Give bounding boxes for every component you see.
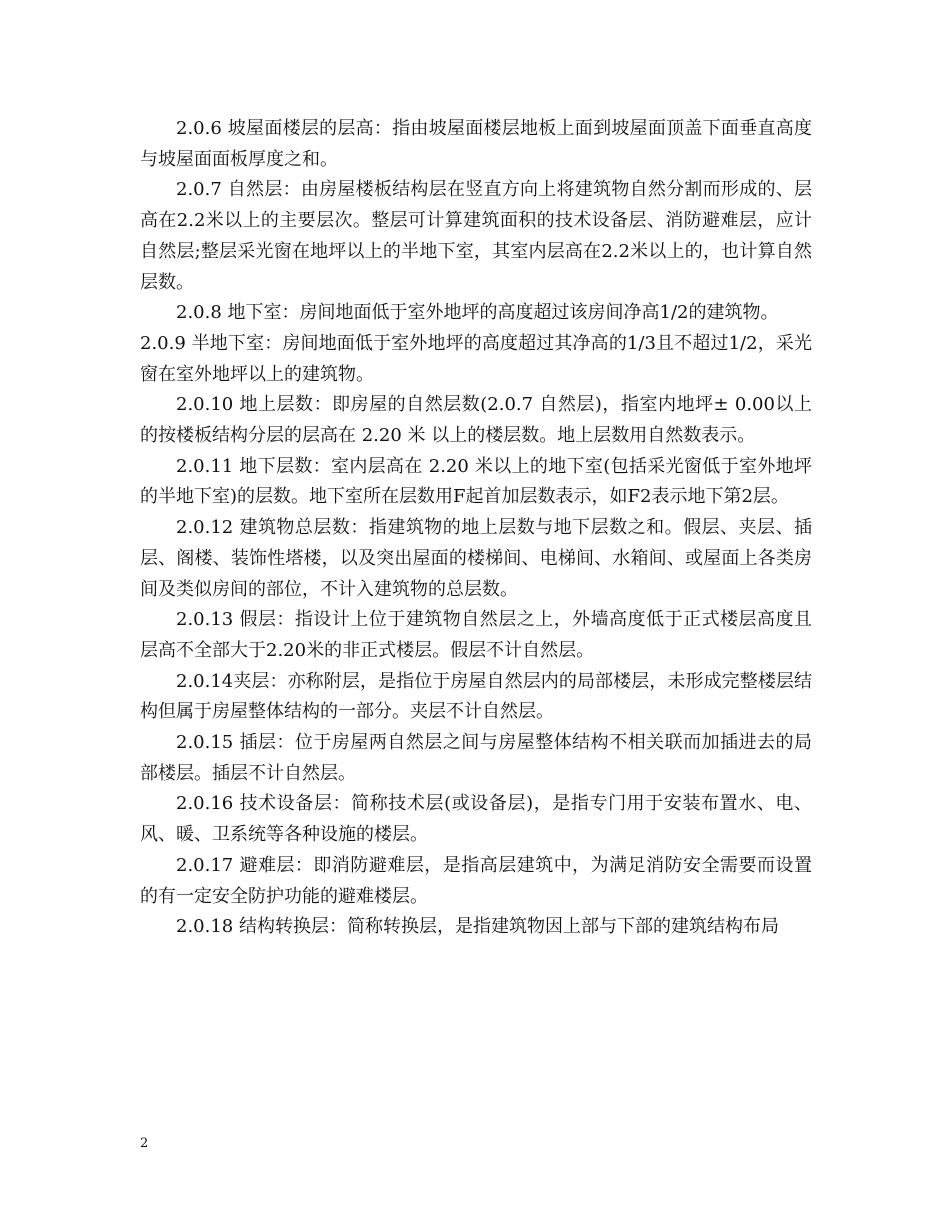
paragraph-2-0-9: 2.0.9 半地下室：房间地面低于室外地坪的高度超过其净高的1/3且不超过1/2，采光窗在室外地坪以上的建筑物。 xyxy=(140,332,812,385)
paragraph-2-0-11: 2.0.11 地下层数：室内层高在 2.20 米以上的地下室(包括采光窗低于室外地坪的半地下室)的层数。地下室所在层数用F起首加层数表示，如F2表示地下第2层。 xyxy=(140,455,812,508)
page-number: 2 xyxy=(140,1136,149,1151)
paragraph-2-0-10: 2.0.10 地上层数：即房屋的自然层数(2.0.7 自然层)，指室内地坪± 0.00以上的按楼板结构分层的层高在 2.20 米 以上的楼层数。地上层数用自然数表示。 xyxy=(140,394,812,447)
body-text xyxy=(140,114,812,943)
paragraph-2-0-16: 2.0.16 技术设备层：简称技术层(或设备层)，是指专门用于安装布置水、电、风、暖、卫系统等各种设施的楼层。 xyxy=(140,793,812,846)
paragraph-2-0-17: 2.0.17 避难层：即消防避难层，是指高层建筑中，为满足消防安全需要而设置的有一定安全防护功能的避难楼层。 xyxy=(140,854,812,907)
paragraph-2-0-14: 2.0.14夹层：亦称附层，是指位于房屋自然层内的局部楼层，未形成完整楼层结构但属于房屋整体结构的一部分。夹层不计自然层。 xyxy=(140,670,812,723)
paragraph-2-0-15: 2.0.15 插层：位于房屋两自然层之间与房屋整体结构不相关联而加插进去的局部楼层。插层不计自然层。 xyxy=(140,732,812,784)
paragraph-2-0-6: 2.0.6 坡屋面楼层的层高：指由坡屋面楼层地板上面到坡屋面顶盖下面垂直高度与坡屋面面板厚度之和。 xyxy=(140,118,812,170)
paragraph-2-0-12: 2.0.12 建筑物总层数：指建筑物的地上层数与地下层数之和。假层、夹层、插层、阁楼、装饰性塔楼，以及突出屋面的楼梯间、电梯间、水箱间、或屋面上各类房间及类似房间的部位，不计入建筑物的总层数。 xyxy=(140,517,812,600)
paragraph-2-0-13: 2.0.13 假层：指设计上位于建筑物自然层之上，外墙高度低于正式楼层高度且层高不全部大于2.20米的非正式楼层。假层不计自然层。 xyxy=(140,609,812,661)
paragraph-2-0-18: 2.0.18 结构转换层：简称转换层，是指建筑物因上部与下部的建筑结构布局 xyxy=(176,916,779,938)
paragraph-2-0-8: 2.0.8 地下室：房间地面低于室外地坪的高度超过该房间净高1/2的建筑物。 xyxy=(176,302,779,324)
paragraph-2-0-7: 2.0.7 自然层：由房屋楼板结构层在竖直方向上将建筑物自然分割而形成的、层高在2.2米以上的主要层次。整层可计算建筑面积的技术设备层、消防避难层，应计自然层;整层采光窗在地坪以上的半地下室，其室内层高在2.2米以上的，也计算自然层数。 xyxy=(140,179,812,293)
